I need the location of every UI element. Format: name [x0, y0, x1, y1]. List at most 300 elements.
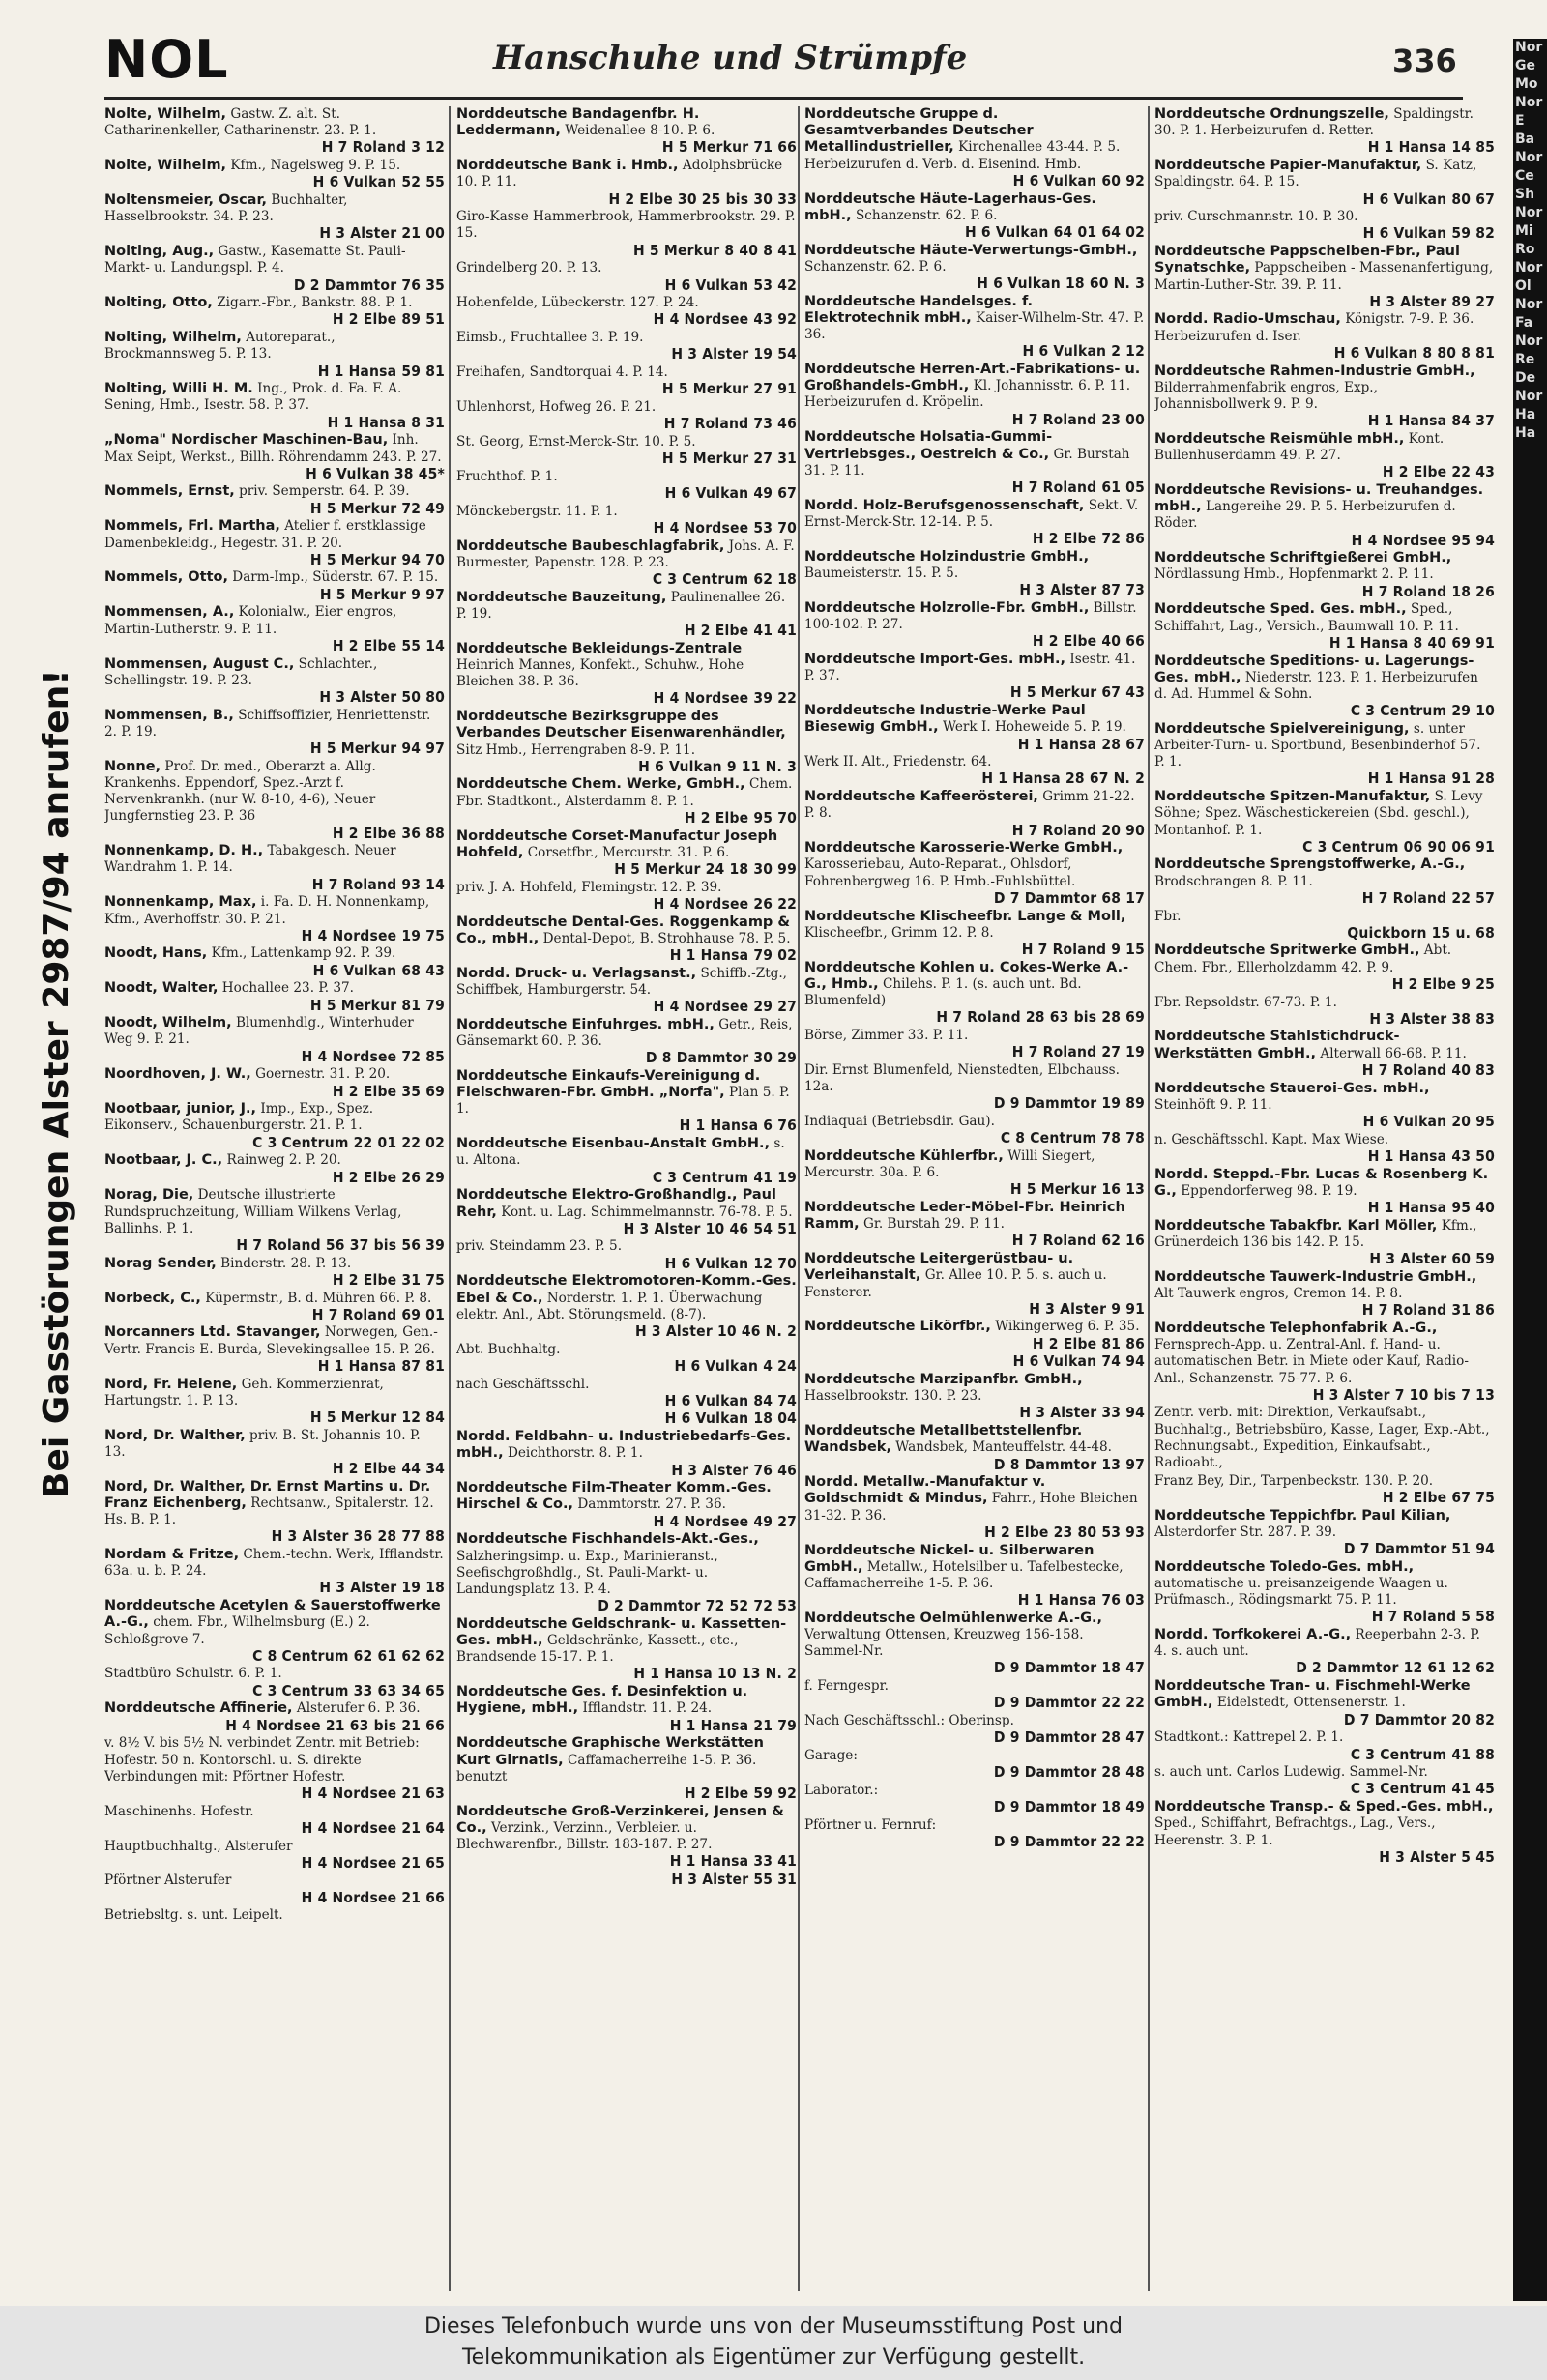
directory-entry	[1154, 1269, 1495, 1320]
entry-detail: nach Geschäftsschl.	[456, 1376, 590, 1392]
entry-detail: priv. B. St. Johannis 10. P. 13.	[104, 1427, 421, 1460]
entry-detail: Goernestr. 31. P. 20.	[255, 1066, 391, 1083]
directory-entry	[804, 1611, 1145, 1677]
entry-detail: Küpermstr., B. d. Mühren 66. P. 8.	[205, 1290, 432, 1306]
entry-phone: H 3 Alster 7 10 bis 7 13	[1312, 1385, 1495, 1404]
entry-detail: Darm-Imp., Süderstr. 67. P. 15.	[232, 569, 439, 586]
adjacent-page-fragment: Ge	[1515, 58, 1535, 73]
entry-detail: Norderstr. 1. P. 1. Überwachung elektr. Anl., Abt. Störungsmeld. (8-7).	[456, 1290, 763, 1322]
entry-name: Norddeutsche Industrie-Werke Paul Biesewig GmbH.,	[804, 703, 1086, 736]
directory-entry	[104, 1066, 445, 1099]
directory-entry	[1154, 909, 1495, 942]
entry-detail: Börse, Zimmer 33. P. 11.	[804, 1027, 969, 1043]
entry-detail: priv. Curschmannstr. 10. P. 30.	[1154, 209, 1358, 225]
entry-detail: Zigarr.-Fbr., Bankstr. 88. P. 1.	[217, 295, 413, 311]
entry-name: Nonne,	[104, 758, 161, 774]
directory-entry	[804, 1148, 1145, 1199]
entry-phone: H 2 Elbe 59 92	[684, 1784, 797, 1802]
entry-phone: D 9 Dammtor 18 47	[993, 1659, 1145, 1677]
entry-phone: H 5 Merkur 71 66	[661, 138, 797, 157]
entry-phone: H 5 Merkur 27 31	[661, 450, 797, 468]
directory-entry	[104, 1291, 445, 1323]
directory-entry	[804, 703, 1145, 753]
directory-entry	[1154, 431, 1495, 481]
directory-entry	[104, 1428, 445, 1478]
entry-name: Nootbaar, junior, J.,	[104, 1101, 257, 1117]
entry-name: Norddeutsche Spielvereinigung,	[1154, 720, 1410, 737]
entry-name: Norddeutsche Sprengstoffwerke, A.-G.,	[1154, 856, 1466, 873]
entry-detail: Fahrr., Hohe Bleichen 31-32. P. 36.	[804, 1491, 1138, 1524]
entry-phone: H 7 Roland 3 12	[321, 138, 445, 157]
directory-entry	[804, 294, 1145, 361]
entry-phone: H 1 Hansa 84 37	[1367, 412, 1495, 430]
entry-name: Norddeutsche Holzrolle-Fbr. GmbH.,	[804, 599, 1090, 616]
entry-detail: Sekt. V. Ernst-Merck-Str. 12-14. P. 5.	[804, 497, 1139, 530]
entry-name: Norddeutsche Einkaufs-Vereinigung d. Fleischwaren-Fbr. GmbH. „Norfa",	[456, 1067, 761, 1101]
entry-detail: Dental-Depot, B. Strohhause 78. P. 5.	[542, 930, 791, 946]
adjacent-page-fragment: Mo	[1515, 76, 1538, 92]
entry-phone: H 1 Hansa 21 79	[669, 1716, 797, 1734]
directory-entry	[456, 1238, 797, 1271]
entry-phone: H 6 Vulkan 60 92	[1012, 171, 1145, 189]
entry-detail: Verzink., Verzinn., Verbleier. u. Blechwarenfbr., Billstr. 183-187. P. 27.	[456, 1819, 713, 1853]
entry-name: Norddeutsche Metallbettstellenfbr. Wandsbek,	[804, 1423, 1083, 1456]
entry-detail: Langereihe 29. P. 5. Herbeizurufen d. Röder.	[1154, 499, 1456, 532]
column-2	[456, 106, 797, 2301]
directory-entry	[456, 469, 797, 502]
adjacent-page-fragment: Nor	[1515, 205, 1543, 220]
adjacent-page-fragment: Ha	[1515, 425, 1536, 441]
entry-phone: H 3 Alster 19 18	[319, 1579, 445, 1597]
entry-phone: H 1 Hansa 76 03	[1017, 1591, 1145, 1610]
entry-phone: H 6 Vulkan 18 04	[664, 1409, 797, 1428]
directory-entry	[1154, 1764, 1495, 1797]
entry-detail: Inh. Max Seipt, Werkst., Billh. Röhrendamm 243. P. 27.	[104, 432, 442, 465]
entry-detail: priv. Steindamm 23. P. 5.	[456, 1238, 623, 1255]
entry-phone: H 1 Hansa 8 40 69 91	[1328, 633, 1495, 652]
directory-entry	[456, 1684, 797, 1734]
entry-detail: Ifflandstr. 11. P. 24.	[582, 1700, 713, 1717]
directory-entry	[804, 429, 1145, 496]
entry-detail: Kaiser-Wilhelm-Str. 47. P. 36.	[804, 309, 1145, 343]
entry-phone: H 6 Vulkan 80 67	[1362, 189, 1495, 208]
entry-phone: H 4 Nordsee 53 70	[653, 518, 797, 537]
entry-name: Norddeutsche Geldschrank- u. Kassetten-Ges. mbH.,	[456, 1615, 787, 1649]
entry-detail: Hochallee 23. P. 37.	[221, 980, 354, 997]
entry-detail: Gr. Burstah 29. P. 11.	[863, 1216, 1005, 1233]
directory-entry	[804, 191, 1145, 242]
entry-name: Nonnenkamp, D. H.,	[104, 843, 264, 859]
entry-name: Norddeutsche Acetylen & Sauerstoffwerke A.-G.,	[104, 1598, 441, 1631]
entry-detail: Stadtbüro Schulstr. 6. P. 1.	[104, 1666, 282, 1682]
directory-entry	[104, 1101, 445, 1151]
directory-entry	[104, 1839, 445, 1872]
adjacent-page-fragment: Nor	[1515, 389, 1543, 404]
entry-detail: Billstr. 100-102. P. 27.	[804, 599, 1137, 633]
side-advert: Bei Gasstörungen Alster 2987/94 anrufen!	[37, 669, 76, 1498]
entry-phone: D 8 Dammtor 13 97	[993, 1455, 1145, 1473]
entry-phone: H 4 Nordsee 43 92	[653, 310, 797, 329]
directory-entry	[804, 840, 1145, 907]
entry-detail: i. Fa. D. H. Nonnenkamp, Kfm., Averhoffstr. 30. P. 21.	[104, 894, 430, 927]
entry-phone: H 7 Roland 69 01	[311, 1305, 445, 1323]
directory-entry	[104, 483, 445, 516]
directory-entry	[456, 828, 797, 879]
entry-detail: chem. Fbr., Wilhelmsburg (E.) 2. Schloßgrove 7.	[104, 1614, 370, 1647]
entry-name: Norddeutsche Teppichfbr. Paul Kilian,	[1154, 1507, 1451, 1524]
entry-detail: Franz Bey, Dir., Tarpenbeckstr. 130. P. 20.	[1154, 1472, 1434, 1489]
entry-detail: Metallw., Hotelsilber u. Tafelbestecke, Caffamacherreihe 1-5. P. 36.	[804, 1558, 1124, 1591]
entry-name: Noordhoven, J. W.,	[104, 1066, 251, 1083]
entry-phone: H 6 Vulkan 59 82	[1362, 224, 1495, 243]
entry-detail: Werk I. Hoheweide 5. P. 19.	[942, 719, 1126, 736]
entry-phone: H 5 Merkur 72 49	[309, 499, 445, 517]
directory-entry	[456, 1377, 797, 1409]
entry-detail: Alsterdorfer Str. 287. P. 39.	[1154, 1524, 1337, 1540]
entry-phone: H 2 Elbe 67 75	[1382, 1488, 1495, 1506]
entry-phone: H 2 Elbe 30 25 bis 30 33	[608, 189, 797, 208]
directory-entry	[456, 106, 797, 157]
adjacent-page-fragment: Ce	[1515, 168, 1534, 184]
entry-phone: H 5 Merkur 12 84	[309, 1408, 445, 1426]
entry-phone: D 7 Dammtor 68 17	[993, 888, 1145, 907]
entry-phone: H 6 Vulkan 74 94	[1012, 1352, 1145, 1371]
entry-detail: Geldschränke, Kassett., etc., Brandsende 15-17. P. 1.	[456, 1633, 739, 1666]
directory-entry	[104, 158, 445, 190]
entry-detail: Klischeefbr., Grimm 12. P. 8.	[804, 924, 994, 941]
entry-name: Nordd. Steppd.-Fbr. Lucas & Rosenberg K. G.,	[1154, 1166, 1489, 1199]
entry-name: Norddeutsche Corset-Manufactur Joseph Hohfeld,	[456, 827, 778, 860]
entry-phone: H 2 Elbe 95 70	[684, 808, 797, 827]
entry-phone: H 4 Nordsee 95 94	[1351, 531, 1495, 549]
directory-entry	[1154, 1627, 1495, 1677]
entry-phone: H 7 Roland 73 46	[663, 415, 797, 433]
directory-entry	[104, 1479, 445, 1546]
entry-name: Nordd. Radio-Umschau,	[1154, 311, 1341, 328]
entry-name: Norddeutsche Elektromotoren-Komm.-Ges. Ebel & Co.,	[456, 1273, 797, 1306]
entry-name: Norddeutsche Bank i. Hmb.,	[456, 158, 679, 174]
page-number: 336	[1392, 43, 1457, 79]
entry-phone: H 6 Vulkan 9 11 N. 3	[638, 757, 797, 775]
entry-name: Nolting, Willi H. M.	[104, 381, 253, 397]
entry-phone: H 7 Roland 61 05	[1011, 478, 1145, 496]
directory-entry	[456, 590, 797, 640]
entry-detail: Hohenfelde, Lübeckerstr. 127. P. 24.	[456, 295, 699, 311]
directory-entry	[1154, 244, 1495, 310]
entry-name: Norddeutsche Häute-Lagerhaus-Ges. mbH.,	[804, 190, 1096, 223]
entry-detail: Fruchthof. P. 1.	[456, 468, 558, 484]
entry-detail: Alterwall 66-68. P. 11.	[1320, 1045, 1467, 1061]
entry-detail: Stadtkont.: Kattrepel 2. P. 1.	[1154, 1729, 1344, 1746]
entry-detail: Kont. Bullenhuserdamm 49. P. 27.	[1154, 430, 1445, 464]
directory-entry	[1154, 311, 1495, 362]
directory-entry	[104, 1152, 445, 1185]
entry-detail: Weidenallee 8-10. P. 6.	[565, 123, 715, 139]
entry-name: Nolte, Wilhelm,	[104, 106, 227, 122]
entry-phone: H 6 Vulkan 12 70	[664, 1254, 797, 1272]
entry-detail: Corsetfbr., Mercurstr. 31. P. 6.	[527, 844, 730, 860]
entry-phone: H 7 Roland 40 83	[1361, 1060, 1495, 1079]
entry-name: Norag Sender,	[104, 1255, 217, 1271]
directory-entry	[1154, 482, 1495, 549]
entry-name: Norddeutsche Leder-Möbel-Fbr. Heinrich Ramm,	[804, 1200, 1125, 1233]
directory-entry	[456, 1804, 797, 1871]
entry-detail: Heinrich Mannes, Konfekt., Schuhw., Hohe Bleichen 38. P. 36.	[456, 657, 744, 690]
directory-entry	[104, 295, 445, 328]
entry-phone: H 6 Vulkan 53 42	[664, 276, 797, 294]
header-divider	[104, 97, 1463, 100]
directory-entry	[456, 1429, 797, 1479]
entry-phone: D 2 Dammtor 12 61 12 62	[1296, 1659, 1495, 1677]
adjacent-page-fragment: De	[1515, 370, 1536, 386]
entry-name: Norddeutsche Kaffeerösterei,	[804, 789, 1038, 805]
entry-detail: Kolonialw., Eier engros, Martin-Lutherstr. 9. P. 11.	[104, 604, 397, 637]
entry-detail: Ing., Prok. d. Fa. F. A. Sening, Hmb., Isestr. 58. P. 37.	[104, 381, 402, 414]
entry-detail: Hauptbuchhaltg., Alsterufer	[104, 1838, 293, 1854]
entry-detail: Verwaltung Ottensen, Kreuzweg 156-158. Sammel-Nr.	[804, 1627, 1084, 1660]
entry-phone: H 4 Nordsee 21 64	[301, 1818, 445, 1837]
adjacent-page-fragment: Mi	[1515, 223, 1533, 239]
entry-name: Norddeutsche Ordnungszelle,	[1154, 106, 1389, 122]
entry-detail: Kfm., Grünerdeich 136 bis 142. P. 15.	[1154, 1217, 1477, 1250]
entry-name: Norddeutsche Tran- u. Fischmehl-Werke GmbH.,	[1154, 1678, 1471, 1711]
entry-phone: H 6 Vulkan 84 74	[664, 1391, 797, 1409]
entry-name: Nord, Dr. Walther, Dr. Ernst Martins u. Dr. Franz Eichenberg,	[104, 1478, 431, 1511]
directory-entry	[104, 980, 445, 1013]
entry-name: Norbeck, C.,	[104, 1290, 201, 1306]
entry-name: Norddeutsche Pappscheiben-Fbr., Paul Synatschke,	[1154, 244, 1460, 276]
directory-entry	[1154, 1167, 1495, 1217]
entry-name: Norddeutsche Herren-Art.-Fabrikations- u. Großhandels-GmbH.,	[804, 362, 1141, 394]
entry-phone: D 7 Dammtor 20 82	[1343, 1710, 1495, 1728]
directory-entry	[804, 1783, 1145, 1815]
entry-detail: Buchhalter, Hasselbrookstr. 34. P. 23.	[104, 192, 348, 225]
entry-name: Norddeutsche Marzipanfbr. GmbH.,	[804, 1372, 1083, 1388]
directory-entry	[456, 1187, 797, 1237]
entry-detail: Fbr. Repsoldstr. 67-73. P. 1.	[1154, 994, 1337, 1010]
entry-phone: H 3 Alster 10 46 N. 2	[634, 1321, 797, 1340]
entry-phone: H 3 Alster 55 31	[671, 1870, 797, 1888]
entry-detail: Kfm., Nagelsweg 9. P. 15.	[230, 158, 401, 174]
entry-detail: Blumenhdlg., Winterhuder Weg 9. P. 21.	[104, 1015, 414, 1048]
directory-entry	[456, 330, 797, 363]
entry-phone: H 4 Nordsee 19 75	[301, 926, 445, 944]
entry-detail: Eppendorferweg 98. P. 19.	[1181, 1182, 1357, 1199]
entry-detail: Niederstr. 123. P. 1. Herbeizurufen d. Ad. Hummel & Sohn.	[1154, 669, 1478, 702]
entry-phone: H 5 Merkur 16 13	[1009, 1180, 1145, 1199]
directory-entry	[104, 1907, 445, 1924]
directory-entry	[104, 759, 445, 842]
directory-entry	[804, 1319, 1145, 1351]
entry-phone: C 3 Centrum 06 90 06 91	[1302, 837, 1495, 856]
directory-entry	[804, 1200, 1145, 1250]
entry-phone: H 5 Merkur 27 91	[661, 380, 797, 398]
directory-entry	[104, 1666, 445, 1698]
entry-name: Norddeutsche Affinerie,	[104, 1700, 293, 1717]
entry-detail: v. 8½ V. bis 5½ N. verbindet Zentr. mit Betrieb: Hofestr. 50 n. Kontorschl. u. S. direkte Verbindungen mit: Pförtner Hofestr.	[104, 1735, 420, 1785]
directory-entry	[456, 1872, 797, 1888]
entry-phone: H 7 Roland 20 90	[1011, 821, 1145, 839]
entry-phone: H 7 Roland 56 37 bis 56 39	[236, 1235, 445, 1254]
directory-entry	[456, 1068, 797, 1135]
adjacent-page-fragment: Nor	[1515, 150, 1543, 165]
adjacent-page-fragment: E	[1515, 113, 1525, 129]
directory-entry	[104, 1015, 445, 1065]
entry-detail: s. auch unt. Carlos Ludewig. Sammel-Nr.	[1154, 1764, 1428, 1781]
directory-entry	[804, 1423, 1145, 1473]
entry-detail: Atelier f. erstklassige Damenbekleidg., Hegestr. 31. P. 20.	[104, 518, 426, 551]
entry-name: Norddeutsche Schriftgießerei GmbH.,	[1154, 550, 1452, 566]
entry-name: Nordd. Torfkokerei A.-G.,	[1154, 1627, 1352, 1643]
entry-phone: C 3 Centrum 41 19	[652, 1168, 797, 1186]
entry-phone: D 9 Dammtor 18 49	[993, 1798, 1145, 1816]
entry-name: Noodt, Hans,	[104, 945, 208, 962]
entry-detail: Wandsbek, Manteuffelstr. 44-48.	[895, 1439, 1112, 1456]
directory-entry	[104, 1377, 445, 1427]
entry-phone: H 4 Nordsee 21 63	[301, 1784, 445, 1802]
entry-detail: Kirchenallee 43-44. P. 5. Herbeizurufen d. Verb. d. Eisenind. Hmb.	[804, 139, 1121, 172]
entry-name: Norddeutsche Klischeefbr. Lange & Moll,	[804, 908, 1126, 924]
entry-detail: Betriebsltg. s. unt. Leipelt.	[104, 1907, 283, 1924]
entry-detail: Rainweg 2. P. 20.	[226, 1152, 341, 1169]
directory-entry	[456, 709, 797, 775]
entry-name: Norddeutsche Dental-Ges. Roggenkamp & Co., mbH.,	[456, 914, 790, 946]
entry-phone: H 1 Hansa 33 41	[669, 1852, 797, 1871]
directory-entry	[804, 754, 1145, 787]
entry-phone: C 8 Centrum 62 61 62 62	[252, 1646, 445, 1665]
entry-phone: C 3 Centrum 41 88	[1350, 1745, 1495, 1763]
entry-phone: H 1 Hansa 28 67 N. 2	[981, 769, 1145, 788]
directory-entry	[1154, 943, 1495, 993]
entry-phone: H 2 Elbe 9 25	[1391, 974, 1495, 993]
directory-entry	[456, 966, 797, 1016]
directory-entry	[456, 260, 797, 293]
adjacent-page-fragment: Ro	[1515, 242, 1535, 257]
directory-entry	[1154, 601, 1495, 652]
directory-entry	[456, 364, 797, 397]
entry-detail: Zentr. verb. mit: Direktion, Verkaufsabt., Buchhaltg., Betriebsbüro, Kasse, Lager, Exp.-Abt., Rechnungsabt., Expedition, Einkaufsabt., Radioabt.,	[1154, 1405, 1490, 1471]
directory-entry	[804, 600, 1145, 651]
directory-entry	[1154, 1029, 1495, 1079]
directory-entry	[804, 1713, 1145, 1746]
entry-detail: Adolphsbrücke 10. P. 11.	[456, 158, 783, 190]
directory-entry	[104, 192, 445, 243]
entry-phone: D 9 Dammtor 19 89	[993, 1094, 1145, 1113]
entry-detail: Chem. Fbr. Stadtkont., Alsterdamm 8. P. 1.	[456, 776, 793, 809]
directory-entry	[804, 498, 1145, 548]
entry-name: Noodt, Wilhelm,	[104, 1015, 232, 1031]
directory-entry	[104, 1735, 445, 1802]
entry-phone: D 2 Dammtor 76 35	[293, 276, 445, 294]
entry-phone: D 9 Dammtor 28 47	[993, 1728, 1145, 1747]
entry-detail: Chilehs. P. 1. (s. auch unt. Bd. Blumenfeld)	[804, 975, 1082, 1009]
directory-entry	[804, 652, 1145, 702]
entry-phone: H 7 Roland 28 63 bis 28 69	[936, 1008, 1145, 1027]
entry-detail: Sped., Schiffahrt, Lag., Versich., Baumwall 10. P. 11.	[1154, 601, 1459, 634]
entry-name: Norddeutsche Transp.- & Sped.-Ges. mbH.,	[1154, 1799, 1494, 1815]
directory-entry	[104, 708, 445, 758]
entry-detail: priv. Semperstr. 64. P. 39.	[239, 483, 410, 500]
entry-detail: Wikingerweg 6. P. 35.	[995, 1319, 1140, 1335]
directory-entry	[1154, 1321, 1495, 1404]
adjacent-page-edge	[1513, 39, 1547, 2301]
directory-entry	[1154, 1218, 1495, 1268]
directory-entry	[456, 1410, 797, 1427]
entry-phone: H 4 Nordsee 21 66	[301, 1888, 445, 1906]
entry-phone: Quickborn 15 u. 68	[1347, 923, 1495, 942]
column-divider	[449, 106, 451, 2291]
directory-entry	[456, 1017, 797, 1067]
directory-entry	[804, 960, 1145, 1027]
directory-entry	[1154, 106, 1495, 157]
adjacent-page-fragment: Nor	[1515, 95, 1543, 110]
entry-detail: Geh. Kommerzienrat, Hartungstr. 1. P. 13.	[104, 1376, 384, 1408]
entry-detail: Schlachter., Schellingstr. 19. P. 23.	[104, 655, 378, 688]
header-keyword: NOL	[104, 29, 229, 90]
entry-phone: D 8 Dammtor 30 29	[645, 1049, 797, 1067]
directory-entry	[456, 1616, 797, 1683]
directory-entry	[804, 1748, 1145, 1781]
directory-entry	[1154, 550, 1495, 600]
entry-detail: Binderstr. 28. P. 13.	[220, 1255, 352, 1271]
entry-phone: H 5 Merkur 24 18 30 99	[614, 859, 797, 878]
adjacent-page-fragment: Nor	[1515, 297, 1543, 312]
entry-name: Norddeutsche Kühlerfbr.,	[804, 1147, 1004, 1164]
entry-name: Norddeutsche Holsatia-Gummi-Vertriebsges., Oestreich & Co.,	[804, 429, 1053, 462]
entry-phone: H 4 Nordsee 26 22	[653, 894, 797, 913]
entry-name: Norddeutsche Rahmen-Industrie GmbH.,	[1154, 363, 1475, 379]
entry-name: Norddeutsche Chem. Werke, GmbH.,	[456, 776, 745, 793]
entry-phone: H 6 Vulkan 38 45*	[306, 464, 445, 482]
entry-detail: Imp., Exp., Spez. Eikonserv., Schauenburgerstr. 21. P. 1.	[104, 1101, 374, 1134]
directory-entry	[456, 295, 797, 328]
entry-detail: Caffamacherreihe 1-5. P. 36. benutzt	[456, 1752, 757, 1785]
entry-name: Norddeutsche Gruppe d. Gesamtverbandes Deutscher Metallindustrieller,	[804, 106, 1034, 156]
entry-detail: Reeperbahn 2-3. P. 4. s. auch unt.	[1154, 1627, 1480, 1660]
entry-name: Nolting, Wilhelm,	[104, 330, 242, 346]
directory-entry	[804, 362, 1145, 428]
entry-detail: Eidelstedt, Ottensenerstr. 1.	[1216, 1695, 1406, 1711]
entry-detail: Schiffb.-Ztg., Schiffbek, Hamburgerstr. 54.	[456, 965, 788, 998]
entry-phone: C 3 Centrum 62 18	[652, 569, 797, 588]
entry-name: Nommensen, August C.,	[104, 655, 295, 672]
entry-detail: Karosseriebau, Auto-Reparat., Ohlsdorf, Fohrenbergweg 16. P. Hmb.-Fuhlsbüttel.	[804, 856, 1076, 889]
directory-entry	[104, 894, 445, 944]
entry-detail: Steinhöft 9. P. 11.	[1154, 1096, 1272, 1113]
entry-phone: H 4 Nordsee 39 22	[653, 689, 797, 708]
entry-phone: H 7 Roland 9 15	[1021, 940, 1145, 958]
column-3	[804, 106, 1145, 2301]
entry-detail: Alsterufer 6. P. 36.	[296, 1700, 421, 1717]
directory-entry	[1154, 1678, 1495, 1728]
entry-name: Nonnenkamp, Max,	[104, 894, 257, 911]
entry-detail: Laborator.:	[804, 1782, 879, 1798]
directory-entry	[804, 1543, 1145, 1610]
entry-detail: Nach Geschäftsschl.: Oberinsp.	[804, 1713, 1014, 1729]
entry-phone: H 2 Elbe 44 34	[332, 1460, 445, 1478]
directory-entry	[456, 914, 797, 965]
entry-name: Norddeutsche Stahlstichdruck-Werkstätten GmbH.,	[1154, 1029, 1400, 1061]
entry-phone: H 5 Merkur 81 79	[309, 996, 445, 1014]
entry-name: Nordd. Metallw.-Manufaktur v. Goldschmidt & Mindus,	[804, 1474, 1046, 1507]
entry-phone: H 3 Alster 19 54	[671, 345, 797, 363]
adjacent-page-fragment: Ba	[1515, 131, 1535, 147]
directory-entry	[456, 158, 797, 208]
directory-entry	[1154, 363, 1495, 430]
directory-entry	[456, 641, 797, 708]
entry-name: Norddeutsche Speditions- u. Lagerungs-Ges. mbH.,	[1154, 653, 1474, 685]
entry-name: Nootbaar, J. C.,	[104, 1152, 223, 1169]
